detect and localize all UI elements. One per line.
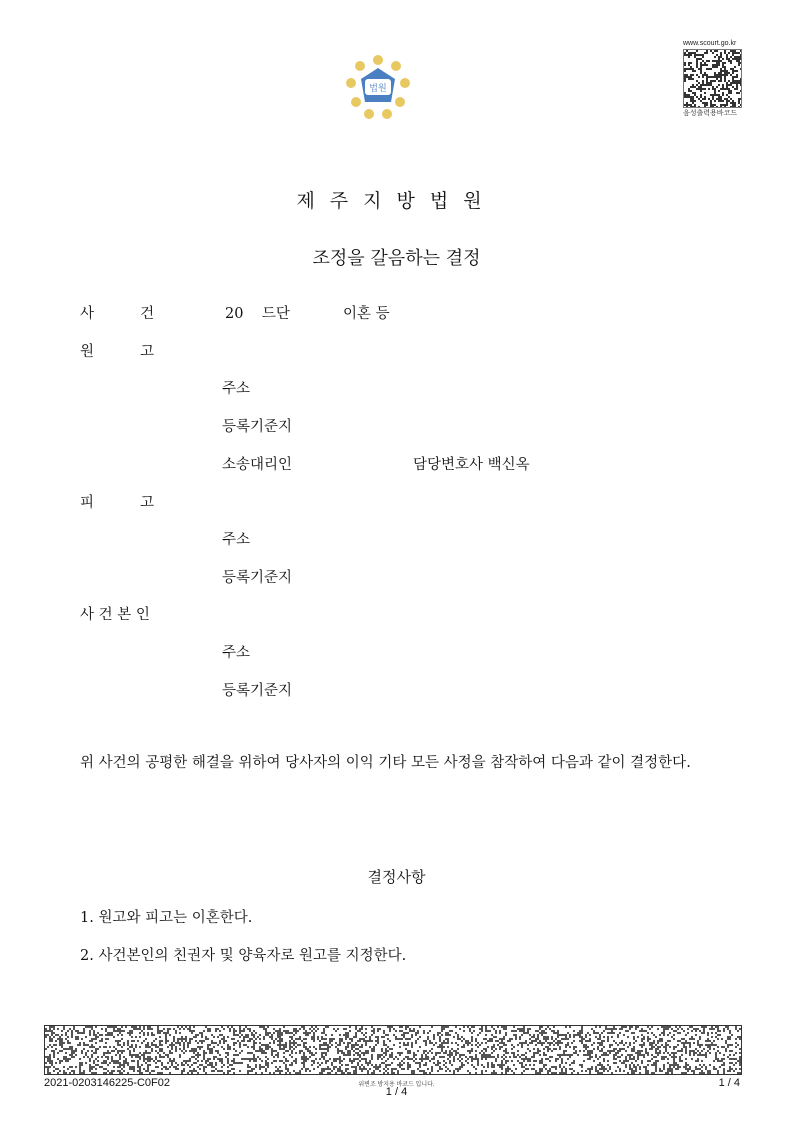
case-number: 20 드단 (225, 306, 290, 322)
page-number-center: 1 / 4 (385, 1086, 408, 1098)
document-title: 조정을 갈음하는 결정 (312, 248, 481, 269)
principal-address-label: 주소 (222, 645, 251, 661)
court-emblem-logo (343, 52, 413, 122)
emblem-text: 법원 (369, 84, 387, 94)
anti-forgery-barcode (44, 1025, 742, 1075)
intro-paragraph: 위 사건의 공평한 해결을 위하여 당사자의 이익 기타 모든 사정을 참작하여 다음과 같이 결정한다. (80, 755, 691, 771)
decision-item-2: 2. 사건본인의 친권자 및 양육자로 원고를 지정한다. (80, 948, 407, 964)
qr-code (683, 49, 742, 108)
decision-item-1: 1. 원고와 피고는 이혼한다. (80, 910, 253, 926)
plaintiff-label: 원 고 (80, 344, 155, 360)
plaintiff-registry-label: 등록기준지 (222, 419, 293, 435)
case-label: 사 건 (80, 306, 155, 322)
principal-label: 사 건 본 인 (80, 607, 150, 623)
plaintiff-address-label: 주소 (222, 381, 251, 397)
defendant-address-label: 주소 (222, 532, 251, 548)
plaintiff-attorney: 담당변호사 백신옥 (413, 457, 530, 473)
defendant-label: 피 고 (80, 495, 155, 511)
document-id: 2021-0203146225-C0F02 (44, 1077, 170, 1089)
page-number-right: 1 / 4 (718, 1077, 740, 1089)
section-title: 결정사항 (367, 868, 426, 886)
defendant-registry-label: 등록기준지 (222, 570, 293, 586)
plaintiff-agent-label: 소송대리인 (222, 457, 293, 473)
qr-url: www.scourt.go.kr (683, 40, 737, 47)
qr-label: 음성출력용바코드 (683, 110, 738, 117)
principal-registry-label: 등록기준지 (222, 683, 293, 699)
court-name: 제주지방법원 (296, 190, 497, 212)
case-subject: 이혼 등 (343, 306, 390, 322)
barcode-notice: 위변조 방지용 바코드 입니다. (358, 1082, 435, 1088)
